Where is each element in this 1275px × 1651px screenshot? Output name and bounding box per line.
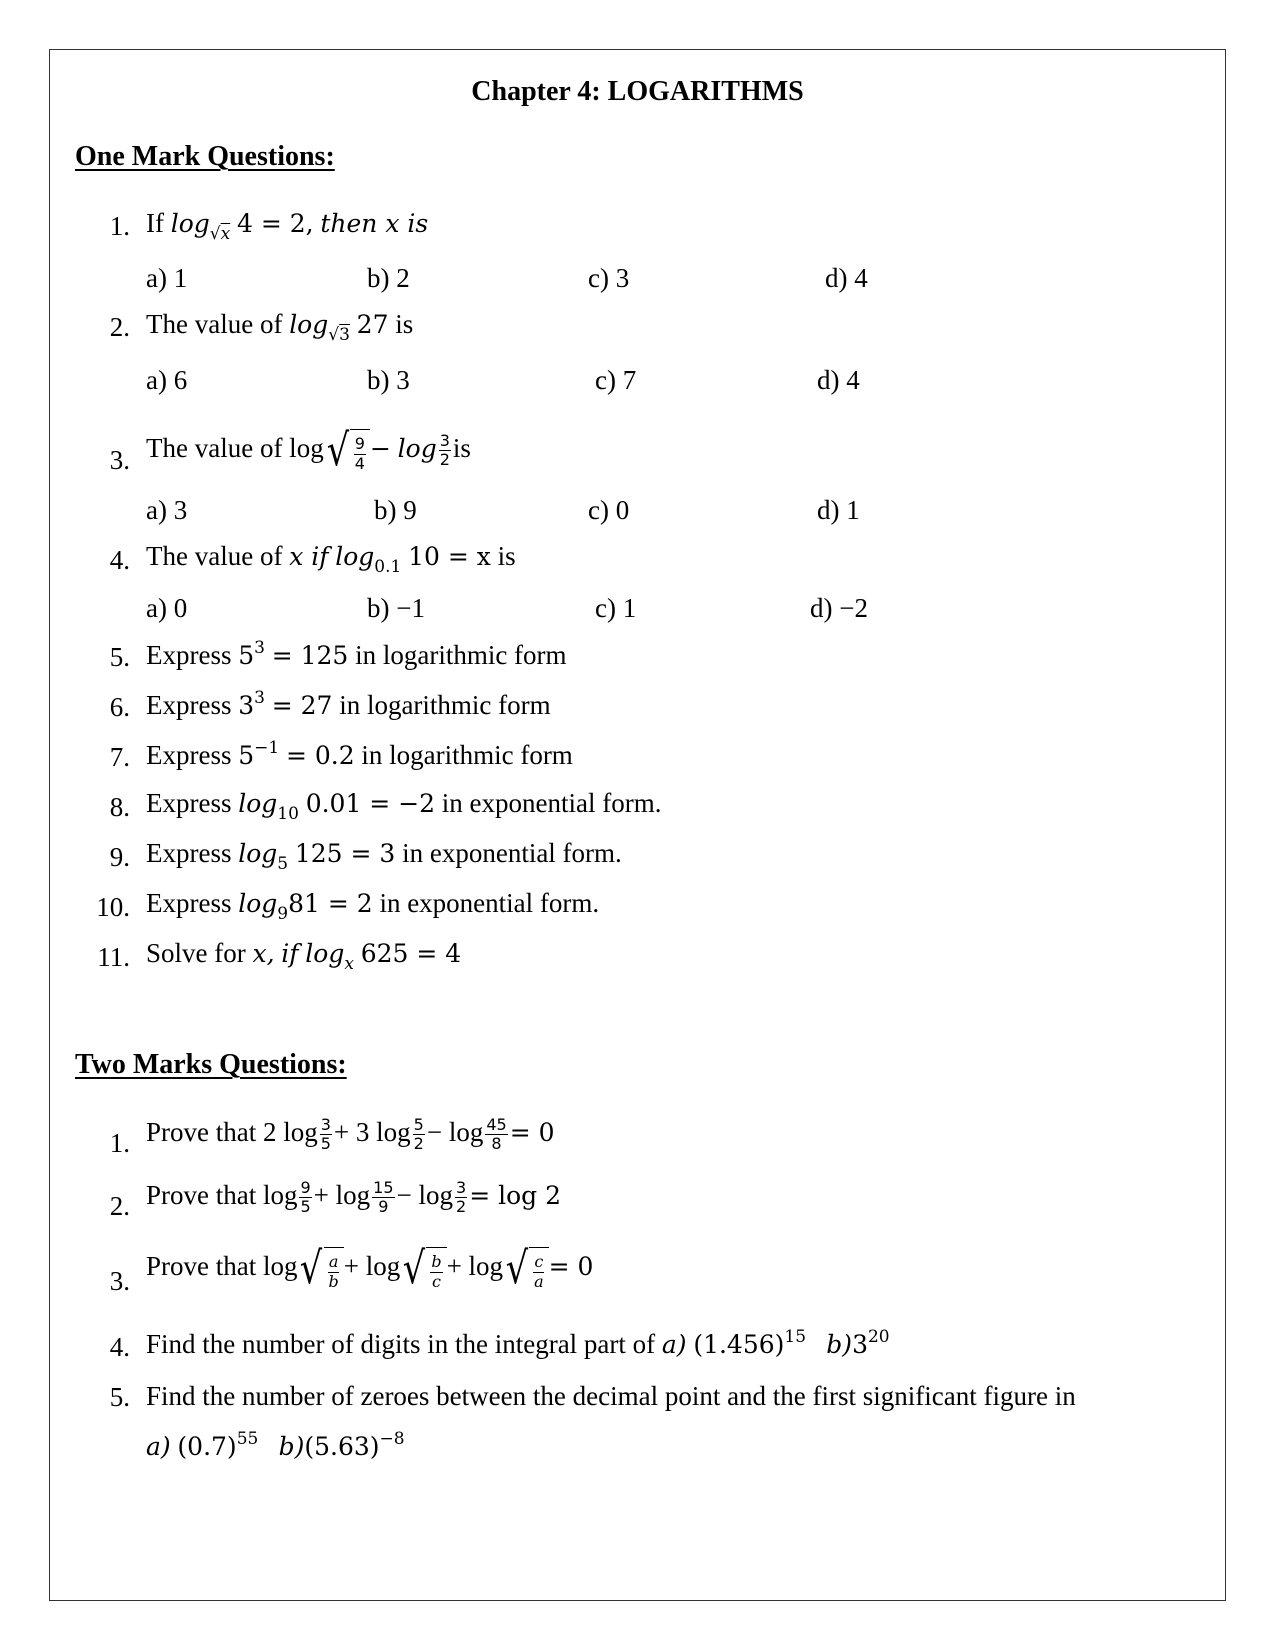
question-number: 6. — [109, 692, 130, 722]
question-11: Solve for x, if $\log_x 625 = 4$ — [146, 938, 462, 974]
option-d: d) 4 — [825, 263, 868, 293]
two-mark-question-5: Find the number of zeroes between the decimal point and the first significant figure in — [146, 1381, 1076, 1411]
two-marks-heading: Two Marks Questions: — [75, 1049, 347, 1080]
question-9: Express $\log_5 125 = 3$ in exponential form. — [146, 838, 622, 874]
two-mark-question-3: Prove that log √ $\frac{a}{b}$ + log √ $\frac{b}{c}$ + log √ $\frac{c}{a}$ = 0 — [146, 1242, 594, 1294]
page-border — [49, 49, 1226, 1601]
two-mark-question-4: Find the number of digits in the integral part of a) $(1.456)^{15}$ $b)3^{20}$ — [146, 1327, 890, 1359]
question-number: 10. — [96, 892, 130, 922]
two-mark-question-2: Prove that log $\frac{9}{5}$ + log $\frac{15}{9}$ − log $\frac{3}{2}$ = log 2 — [146, 1177, 561, 1217]
option-a: a) 1 — [146, 263, 188, 293]
question-1: If $\log_{√x} 4 = 2$, then x is — [146, 208, 429, 244]
option-c: c) 3 — [588, 263, 630, 293]
option-b: b) 3 — [367, 365, 410, 395]
option-b: b) 2 — [367, 263, 410, 293]
square-root: √ $\frac{a}{b}$ — [297, 1247, 343, 1291]
question-3: The value of log √ $\frac{9}{4}$ − log $\frac{3}{2}$ is — [146, 424, 471, 476]
option-b: b) 9 — [374, 495, 417, 525]
option-a: a) 6 — [146, 365, 188, 395]
one-mark-heading: One Mark Questions: — [75, 141, 335, 172]
two-mark-question-5-parts: a) $(0.7)^{55}$ $b)(5.63)^{-8}$ — [146, 1429, 405, 1461]
two-mark-question-1: Prove that 2 log $\frac{3}{5}$ + 3 log $\frac{5}{2}$ − log $\frac{45}{8}$ = 0 — [146, 1114, 555, 1154]
question-number: 8. — [109, 792, 130, 822]
question-5: Express $5^3 = 125$ in logarithmic form — [146, 638, 567, 670]
page-title: Chapter 4: LOGARITHMS — [471, 76, 804, 107]
option-b: b) −1 — [367, 593, 425, 623]
question-2: The value of $\log_{√3} 27$ is — [146, 309, 414, 345]
option-d: d) 1 — [817, 495, 860, 525]
question-7: Express $5^{-1} = 0.2$ in logarithmic form — [146, 738, 573, 770]
square-root: √ $\frac{b}{c}$ — [400, 1247, 446, 1291]
question-4: The value of x if $\log_{0.1} 10 = x$ is — [146, 541, 516, 577]
option-c: c) 0 — [588, 495, 630, 525]
option-c: c) 7 — [595, 365, 637, 395]
question-number: 5. — [109, 1382, 130, 1412]
question-6: Express $3^3 = 27$ in logarithmic form — [146, 688, 551, 720]
question-number: 1. — [109, 211, 130, 241]
option-a: a) 3 — [146, 495, 188, 525]
question-number: 9. — [109, 842, 130, 872]
question-number: 3. — [109, 445, 130, 475]
question-number: 5. — [109, 642, 130, 672]
question-number: 2. — [109, 1191, 130, 1221]
question-8: Express $\log_{10} 0.01 = -2$ in exponential form. — [146, 788, 662, 824]
question-number: 1. — [109, 1128, 130, 1158]
question-number: 3. — [109, 1266, 130, 1296]
question-number: 4. — [109, 545, 130, 575]
option-c: c) 1 — [595, 593, 637, 623]
question-number: 11. — [97, 942, 130, 972]
square-root: √ $\frac{c}{a}$ — [503, 1247, 549, 1291]
question-10: Express $\log_981 = 2$ in exponential form. — [146, 888, 600, 924]
option-a: a) 0 — [146, 593, 188, 623]
option-d: d) −2 — [810, 593, 868, 623]
square-root: √ $\frac{9}{4}$ — [324, 429, 370, 473]
question-number: 7. — [109, 742, 130, 772]
option-d: d) 4 — [817, 365, 860, 395]
question-number: 4. — [109, 1332, 130, 1362]
question-number: 2. — [109, 312, 130, 342]
